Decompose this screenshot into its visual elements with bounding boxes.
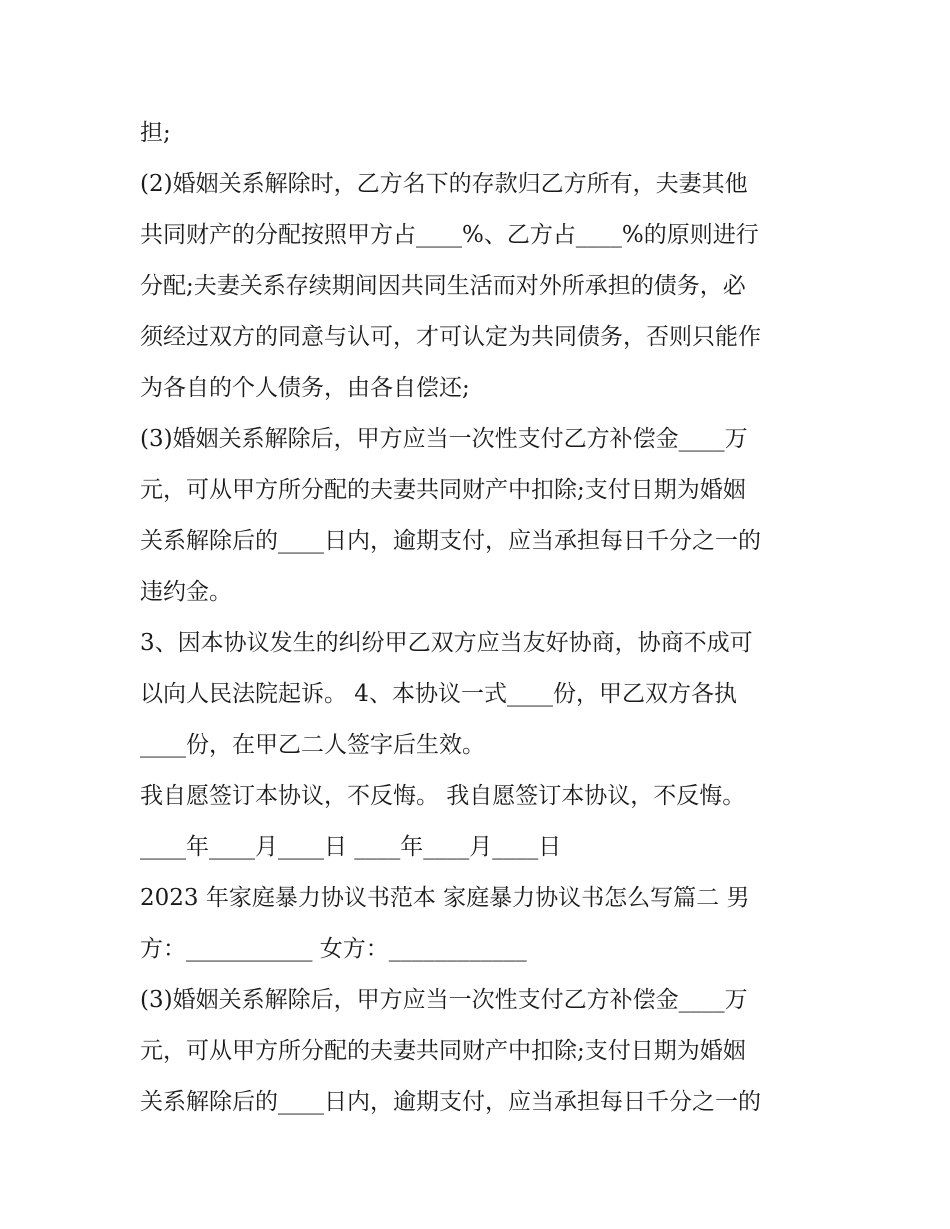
text-line: (2)婚姻关系解除时，乙方名下的存款归乙方所有，夫妻其他 [140, 171, 748, 197]
text-line: 须经过双方的同意与认可，才可认定为共同债务，否则只能作 [140, 324, 761, 350]
text-line: ____份，在甲乙二人签字后生效。 [140, 732, 485, 758]
text-line: 我自愿签订本协议，不反悔。 我自愿签订本协议，不反悔。 [140, 783, 746, 809]
text-line: 为各自的个人债务，由各自偿还; [140, 375, 470, 401]
text-line: 3、因本协议发生的纠纷甲乙双方应当友好协商，协商不成可 [140, 630, 753, 656]
text-line: 元，可从甲方所分配的夫妻共同财产中扣除;支付日期为婚姻 [140, 1038, 746, 1064]
text-line: (3)婚姻关系解除后，甲方应当一次性支付乙方补偿金____万 [140, 426, 748, 452]
text-line: 共同财产的分配按照甲方占____%、乙方占____%的原则进行 [140, 222, 759, 248]
text-line: 关系解除后的____日内，逾期支付，应当承担每日千分之一的 [140, 528, 761, 554]
text-line: (3)婚姻关系解除后，甲方应当一次性支付乙方补偿金____万 [140, 987, 748, 1013]
text-line: 以向人民法院起诉。 4、本协议一式____份，甲乙双方各执 [140, 681, 737, 707]
text-line: 担; [140, 120, 171, 146]
text-line: 违约金。 [140, 579, 232, 605]
text-line: 关系解除后的____日内，逾期支付，应当承担每日千分之一的 [140, 1089, 761, 1115]
text-line: 分配;夫妻关系存续期间因共同生活而对外所承担的债务，必 [140, 273, 746, 299]
text-line: 2023 年家庭暴力协议书范本 家庭暴力协议书怎么写篇二 男 [140, 885, 750, 911]
text-line: ____年____月____日 ____年____月____日 [140, 834, 562, 860]
text-line: 方：___________ 女方：____________ [140, 936, 527, 962]
document-body [140, 108, 820, 1128]
text-line: 元，可从甲方所分配的夫妻共同财产中扣除;支付日期为婚姻 [140, 477, 746, 503]
